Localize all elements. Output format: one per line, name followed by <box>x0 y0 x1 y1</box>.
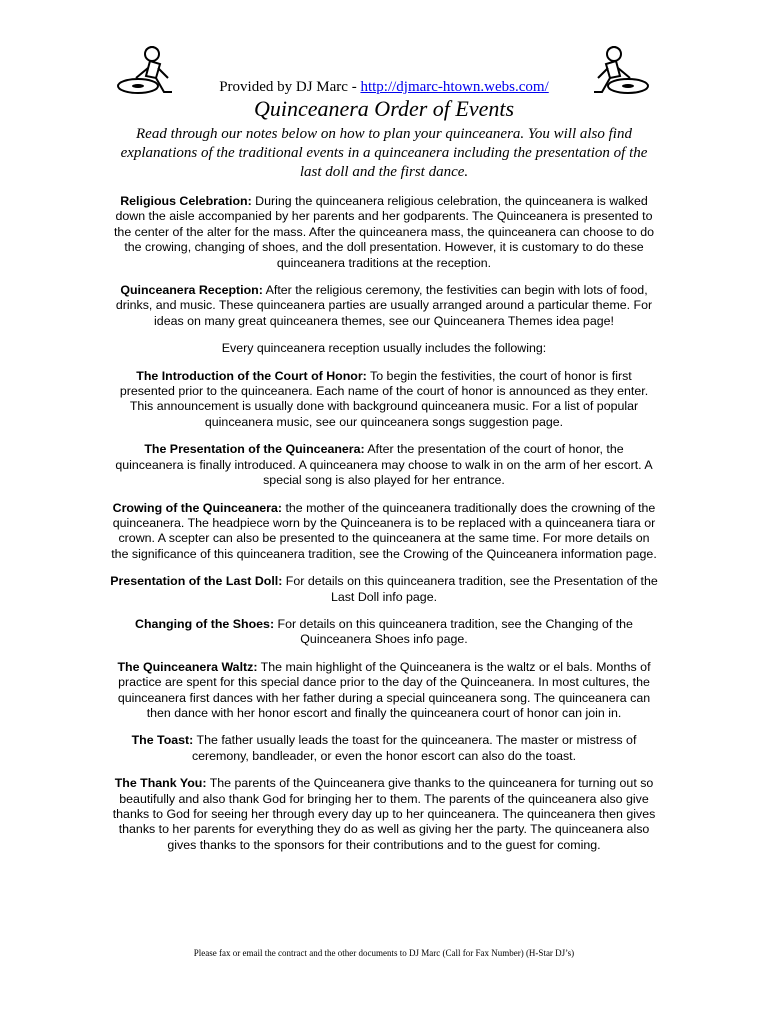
section-heading: Changing of the Shoes: <box>135 616 275 631</box>
section-religious-celebration <box>110 194 658 271</box>
website-link[interactable]: http://djmarc-htown.webs.com/ <box>360 79 549 95</box>
intro-paragraph: Read through our notes below on how to plan your quinceanera. You will also find explanations of the traditional events in a quinceanera including the presentation of the last doll and the first dance. <box>120 126 648 180</box>
section-text: After the presentation of the court of honor, the quinceanera is finally introduced. A quinceanera may choose to walk in on the arm of her escort. A special song is also played for her entrance. <box>115 442 653 488</box>
section-changing-shoes <box>110 617 658 648</box>
provided-by-text: Provided by DJ Marc - <box>219 79 361 95</box>
section-text: The parents of the Quinceanera give thanks to the quinceanera for turning out so beautifully and also thank God for bringing her to them. The parents of the quinceanera also give thanks to God for seeing her through every day up to her quinceanera. The quinceanera then gives thanks to her parents for everything they do as well as giving her the party. The quinceanera also gives thanks to the sponsors for their contributions and to the guest for coming. <box>112 776 656 852</box>
page-title: Quinceanera Order of Events <box>253 96 515 121</box>
section-last-doll <box>110 574 658 605</box>
section-text: For details on this quinceanera tradition, see the Presentation of the Last Doll info page. <box>282 574 658 604</box>
section-text: The main highlight of the Quinceanera is the waltz or el bals. Months of practice are spent for this special dance prior to the day of the Quinceanera. In most cultures, the quinceanera first dances with her father during a special quinceanera song. The quinceanera can then dance with her honor escort and finally the quinceanera court of honor can join in. <box>117 659 651 720</box>
section-heading: The Introduction of the Court of Honor: <box>136 368 367 383</box>
section-text: During the quinceanera religious celebration, the quinceanera is walked down the aisle accompanied by her parents and her godparents. The Quinceanera is presented to the center of the alter for the mass. After the quinceanera mass, the quinceanera can choose to do the crowing, changing of shoes, and the doll presentation. However, it is customary to do these quinceanera traditions at the reception. <box>113 194 654 270</box>
section-text: After the religious ceremony, the festivities can begin with lots of food, drinks, and music. These quinceanera parties are usually arranged around a particular theme. For ideas on many great quinceanera themes, see our Quinceanera Themes idea page! <box>115 283 653 328</box>
section-reception-includes <box>110 341 658 356</box>
section-heading: Presentation of the Last Doll: <box>110 574 283 589</box>
section-presentation-quinceanera <box>110 442 658 488</box>
section-waltz <box>110 660 658 722</box>
provided-by-line <box>0 79 768 96</box>
section-text: To begin the festivities, the court of honor is first presented prior to the quinceanera. Each name of the court of honor is announced as they enter. This announcement is usually done with background quinceanera music. For a list of popular quinceanera music, see our quinceanera songs suggestion page. <box>119 368 649 429</box>
section-crowing <box>110 501 658 563</box>
section-text: The father usually leads the toast for the quinceanera. The master or mistress of ceremony, bandleader, or even the honor escort can also do the toast. <box>191 733 637 763</box>
section-heading: Quinceanera Reception: <box>120 283 263 298</box>
section-text: the mother of the quinceanera traditionally does the crowning of the quinceanera. The headpiece worn by the Quinceanera is to be replaced with a quinceanera tiara or crown. A scepter can also be presented to the quinceanera at the same time. For more details on the significance of this quinceanera tradition, see the Crowing of the Quinceanera information page. <box>111 500 657 561</box>
section-court-of-honor <box>110 369 658 431</box>
section-toast <box>110 733 658 764</box>
section-heading: The Presentation of the Quinceanera: <box>144 442 365 457</box>
section-text: Every quinceanera reception usually includes the following: <box>221 341 547 356</box>
section-quinceanera-reception <box>110 283 658 329</box>
section-text: For details on this quinceanera tradition, see the Changing of the Quinceanera Shoes info page. <box>274 616 633 647</box>
section-heading: The Toast: <box>131 733 194 748</box>
section-heading: The Quinceanera Waltz: <box>117 659 258 674</box>
section-heading: Crowing of the Quinceanera: <box>112 500 282 515</box>
section-thank-you <box>110 776 658 853</box>
section-heading: Religious Celebration: <box>120 194 252 208</box>
events-content <box>110 194 658 865</box>
section-heading: The Thank You: <box>114 776 207 791</box>
footer-note: Please fax or email the contract and the other documents to DJ Marc (Call for Fax Number) (H-Star DJ’s) <box>193 948 575 958</box>
